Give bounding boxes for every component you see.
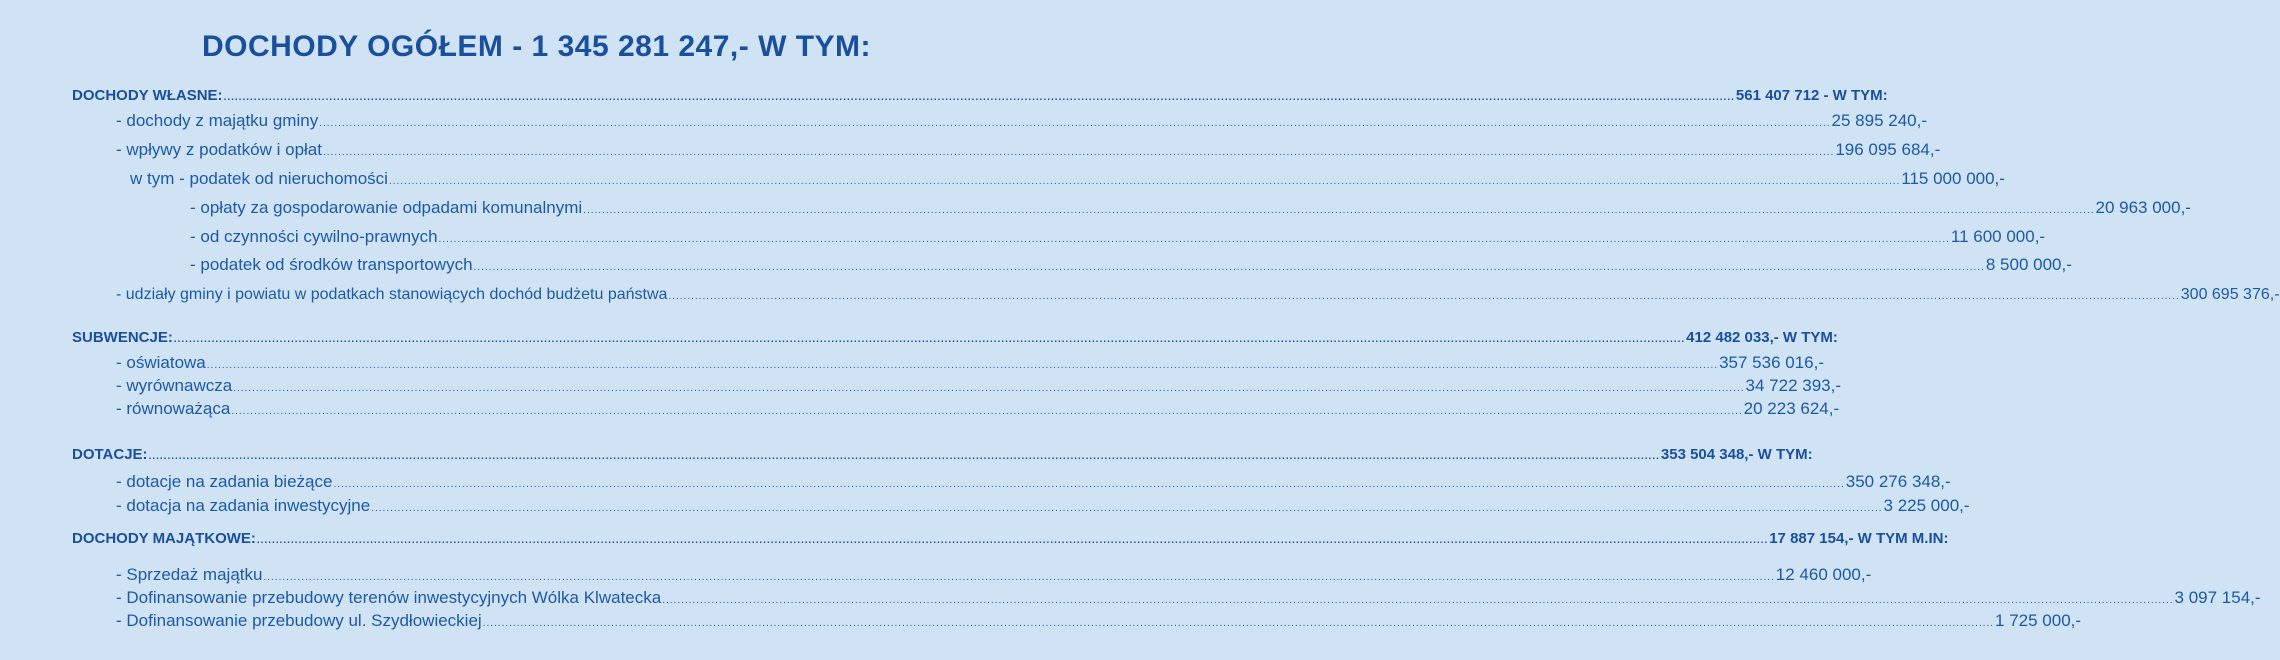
leader-dots: ................................................................................................................................................................................................................................................................................................................................................................................................................ [473, 262, 1985, 273]
item-label: - opłaty za gospodarowanie odpadami komunalnymi [190, 198, 583, 217]
leader-dots: ................................................................................................................................................................................................................................................................................................................................................................................................................ [662, 595, 2174, 606]
item-value: 196 095 684,- [1835, 140, 1941, 159]
list-item [190, 255, 2072, 278]
section-header-dotacje [72, 445, 1813, 467]
item-label: - Sprzedaż majątku [116, 565, 263, 584]
item-value: 11 600 000,- [1950, 227, 2046, 246]
item-value: 34 722 393,- [1745, 376, 1841, 395]
leader-dots: ................................................................................................................................................................................................................................................................................................................................................................................................................ [223, 92, 1735, 103]
item-label: - podatek od środków transportowych [190, 255, 473, 274]
item-value: 1 725 000,- [1995, 611, 2082, 630]
item-label: - wyrównawcza [116, 376, 233, 395]
list-item [190, 227, 2046, 250]
section-header-subwencje [72, 328, 1838, 350]
leader-dots: ................................................................................................................................................................................................................................................................................................................................................................................................................ [256, 535, 1769, 546]
leader-dots: ................................................................................................................................................................................................................................................................................................................................................................................................................ [206, 360, 1719, 371]
list-item [116, 588, 2261, 611]
section-value: 17 887 154,- W TYM M.IN: [1769, 530, 1949, 547]
list-item [116, 496, 1970, 519]
item-value: 25 895 240,- [1831, 111, 1927, 130]
item-value: 115 000 000,- [1901, 169, 2005, 188]
section-header-majatkowe [72, 529, 1949, 551]
section-value: 353 504 348,- W TYM: [1660, 446, 1813, 463]
leader-dots: ................................................................................................................................................................................................................................................................................................................................................................................................................ [148, 451, 1660, 462]
section-label: DOTACJE: [72, 446, 148, 463]
item-label: - równoważąca [116, 399, 231, 418]
leader-dots: ................................................................................................................................................................................................................................................................................................................................................................................................................ [322, 147, 1835, 158]
list-item [116, 611, 2082, 634]
item-value: 12 460 000,- [1775, 565, 1872, 584]
leader-dots: ................................................................................................................................................................................................................................................................................................................................................................................................................ [668, 291, 2180, 302]
leader-dots: ................................................................................................................................................................................................................................................................................................................................................................................................................ [388, 176, 1901, 187]
item-value: 20 223 624,- [1743, 399, 1840, 418]
item-label: w tym - podatek od nieruchomości [130, 169, 388, 188]
item-label: - wpływy z podatków i opłat [116, 140, 322, 159]
list-item [116, 376, 1841, 399]
page-title: DOCHODY OGÓŁEM - 1 345 281 247,- W TYM: [201, 30, 872, 63]
leader-dots: ................................................................................................................................................................................................................................................................................................................................................................................................................ [231, 406, 1743, 417]
item-label: - udziały gminy i powiatu w podatkach stanowiących dochód budżetu państwa [116, 286, 668, 303]
item-value: 350 276 348,- [1845, 472, 1951, 491]
leader-dots: ................................................................................................................................................................................................................................................................................................................................................................................................................ [371, 503, 1883, 514]
leader-dots: ................................................................................................................................................................................................................................................................................................................................................................................................................ [319, 118, 1831, 129]
section-label: DOCHODY WŁASNE: [72, 87, 223, 104]
leader-dots: ................................................................................................................................................................................................................................................................................................................................................................................................................ [233, 383, 1745, 394]
list-item [116, 472, 1951, 495]
leader-dots: ................................................................................................................................................................................................................................................................................................................................................................................................................ [263, 572, 1775, 583]
item-value: 300 695 376,- [2180, 286, 2280, 303]
item-label: - dotacje na zadania bieżące [116, 472, 333, 491]
list-item [116, 285, 2280, 307]
leader-dots: ................................................................................................................................................................................................................................................................................................................................................................................................................ [583, 205, 2095, 216]
leader-dots: ................................................................................................................................................................................................................................................................................................................................................................................................................ [438, 234, 1950, 245]
item-label: - dotacja na zadania inwestycyjne [116, 496, 371, 515]
item-label: - dochody z majątku gminy [116, 111, 319, 130]
list-item [116, 399, 1840, 422]
item-label: - od czynności cywilno-prawnych [190, 227, 438, 246]
list-item [190, 198, 2191, 221]
list-item [116, 140, 1941, 163]
list-item [116, 565, 1872, 588]
section-label: DOCHODY MAJĄTKOWE: [72, 530, 256, 547]
item-label: - Dofinansowanie przebudowy terenów inwestycyjnych Wólka Klwatecka [116, 588, 662, 607]
item-value: 3 225 000,- [1883, 496, 1970, 515]
list-item [130, 169, 2005, 192]
leader-dots: ................................................................................................................................................................................................................................................................................................................................................................................................................ [173, 334, 1686, 345]
list-item [116, 111, 1927, 134]
item-value: 20 963 000,- [2095, 198, 2191, 217]
section-value: 561 407 712 - W TYM: [1735, 87, 1888, 104]
item-label: - oświatowa [116, 353, 206, 372]
item-label: - Dofinansowanie przebudowy ul. Szydłowieckiej [116, 611, 482, 630]
section-header-wlasne [72, 86, 1888, 108]
list-item [116, 353, 1825, 376]
section-label: SUBWENCJE: [72, 329, 173, 346]
item-value: 3 097 154,- [2174, 588, 2261, 607]
item-value: 357 536 016,- [1719, 353, 1825, 372]
section-value: 412 482 033,- W TYM: [1686, 329, 1838, 346]
leader-dots: ................................................................................................................................................................................................................................................................................................................................................................................................................ [482, 618, 1995, 629]
item-value: 8 500 000,- [1985, 255, 2072, 274]
leader-dots: ................................................................................................................................................................................................................................................................................................................................................................................................................ [333, 479, 1845, 490]
